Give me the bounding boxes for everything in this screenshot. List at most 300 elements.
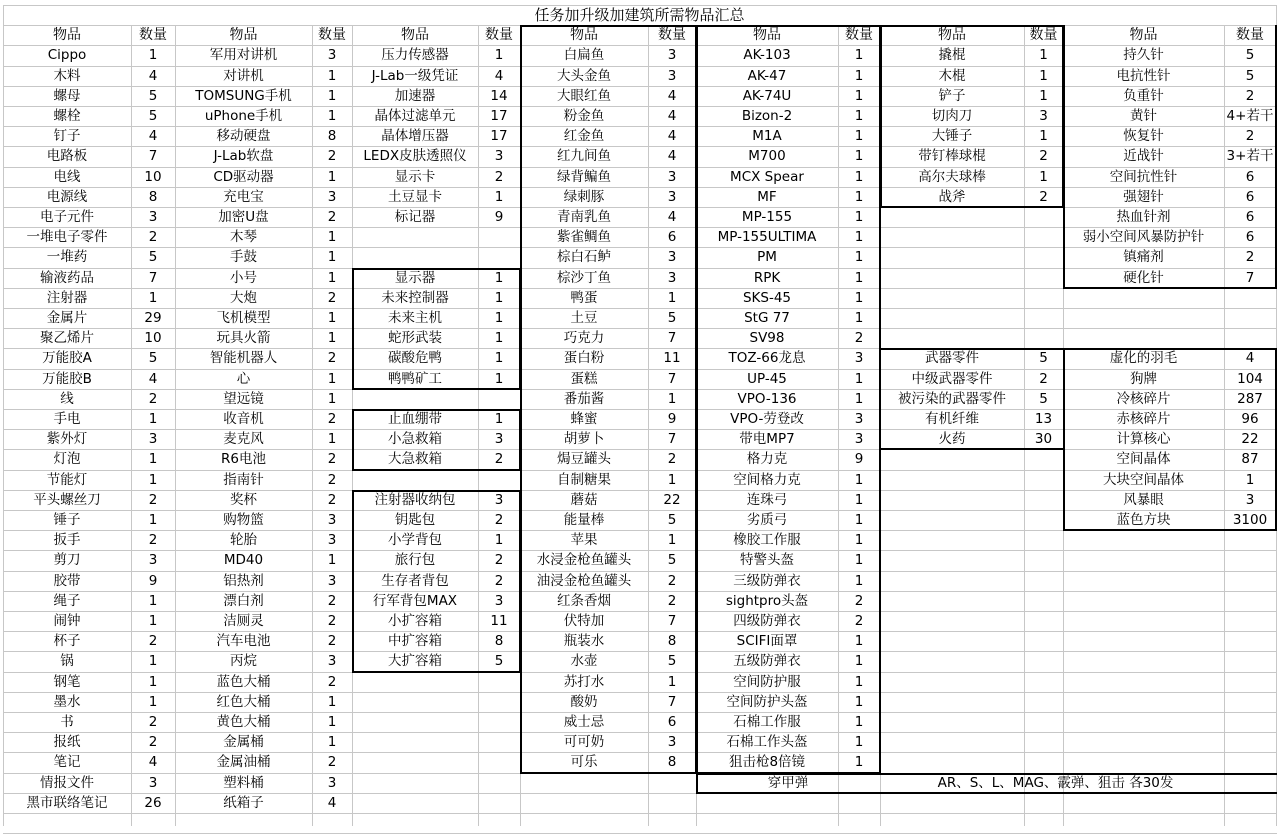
- col3-group4-item: 行军背包MAX: [372, 592, 458, 609]
- col2-qty: 3: [327, 532, 337, 549]
- col3-group2-item: 显示器: [394, 269, 436, 286]
- col5-item: MP-155: [741, 209, 793, 225]
- col3-group1-item: 压力传感器: [381, 47, 449, 64]
- col1-qty: 1: [148, 289, 158, 306]
- col5-qty: 1: [854, 653, 864, 670]
- col5-qty: 1: [854, 532, 864, 549]
- col3-group1-qty: 17: [490, 108, 508, 124]
- col2-qty: 1: [327, 87, 337, 104]
- col2-item: 洁厕灵: [223, 613, 264, 629]
- col4-item: 绿背鳊鱼: [557, 168, 611, 185]
- col2-item: 指南针: [223, 471, 264, 488]
- col1-qty: 1: [148, 613, 158, 629]
- col6-group2-item: 火药: [938, 431, 966, 448]
- col2-qty: 2: [327, 471, 337, 488]
- col2-item: 智能机器人: [209, 350, 278, 367]
- col5-qty: 3: [854, 350, 864, 367]
- col1-item: 锅: [60, 653, 74, 670]
- col7-group1-item: 空间抗性针: [1109, 168, 1178, 185]
- col5-qty: 1: [854, 552, 864, 569]
- col4-qty: 2: [667, 592, 677, 609]
- col5-item: 空间防护服: [733, 673, 801, 690]
- col2-item: 木琴: [230, 229, 257, 246]
- col4-qty: 22: [663, 491, 681, 508]
- col2-item: 加密U盘: [218, 209, 269, 225]
- group-border: [1063, 529, 1277, 531]
- col5-item: VPO-136: [737, 390, 797, 407]
- col3-group4-item: 大扩容箱: [388, 653, 442, 670]
- col7-group1-qty: 6: [1245, 188, 1255, 205]
- group-border: [696, 25, 881, 27]
- col2-qty: 3: [327, 188, 337, 205]
- col6-group2-qty: 30: [1034, 431, 1053, 448]
- col4-qty: 3: [667, 67, 677, 84]
- col4-item: 蘑菇: [570, 491, 598, 508]
- col3-group4-item: 注射器收纳包: [374, 491, 456, 508]
- col3-group1-qty: 14: [490, 87, 508, 104]
- col4-item: 焗豆罐头: [557, 451, 611, 468]
- col4-qty: 3: [667, 188, 677, 205]
- col2-item: 漂白剂: [223, 592, 264, 609]
- col2-qty: 1: [327, 108, 337, 124]
- col4-qty: 9: [667, 411, 677, 427]
- col7-group2-qty: 4: [1245, 350, 1255, 367]
- col5-item: M700: [748, 148, 786, 165]
- col2-item: 手鼓: [230, 249, 257, 266]
- col6-group1-qty: 1: [1039, 87, 1048, 104]
- col7-group1-item: 持久针: [1123, 47, 1164, 64]
- group-border: [880, 206, 1064, 208]
- col2-qty: 2: [327, 673, 337, 690]
- col2-item: 飞机模型: [216, 310, 271, 326]
- col3-group4-qty: 2: [494, 572, 504, 589]
- col1-item: 电子元件: [40, 209, 94, 225]
- col2-item: TOMSUNG手机: [195, 87, 292, 104]
- col7-group2-qty: 22: [1241, 431, 1259, 448]
- col7-group1-item: 镇痛剂: [1123, 249, 1164, 266]
- col7-group1-item: 恢复针: [1123, 128, 1164, 145]
- col7-group1-item: 负重针: [1123, 87, 1164, 104]
- header-item-7: 物品: [1129, 27, 1158, 44]
- col7-group1-qty: 4+若干: [1226, 108, 1274, 124]
- col7-group2-qty: 1: [1245, 471, 1255, 488]
- col6-group1-item: 撬棍: [938, 47, 966, 64]
- col5-qty: 1: [854, 188, 864, 205]
- col3-group4-item: 旅行包: [394, 552, 436, 569]
- col4-item: 自制糖果: [557, 471, 611, 488]
- col3-group4-item: 小扩容箱: [388, 613, 442, 629]
- col1-qty: 7: [148, 148, 158, 165]
- header-qty-3: 数量: [485, 27, 513, 44]
- col1-qty: 1: [148, 47, 158, 64]
- col3-group2-qty: 1: [494, 269, 504, 286]
- col2-item: 红色大桶: [216, 693, 271, 710]
- col5-qty: 2: [854, 613, 864, 629]
- col6-group1-item: 木棍: [938, 67, 966, 84]
- col3-group1-item: 晶体增压器: [381, 128, 449, 145]
- col5-item: TOZ-66龙息: [728, 350, 806, 367]
- group-border: [352, 268, 354, 389]
- col5-item: AK-103: [743, 47, 791, 64]
- col2-item: 充电宝: [223, 188, 264, 205]
- col4-item: 胡萝卜: [563, 431, 605, 448]
- col4-qty: 4: [667, 87, 677, 104]
- col5-item: MCX Spear: [730, 168, 804, 185]
- col2-qty: 4: [327, 794, 337, 811]
- col5-item: 狙击枪8倍镜: [728, 754, 806, 771]
- col4-item: 红金鱼: [563, 128, 605, 145]
- col2-qty: 1: [327, 168, 337, 185]
- col2-qty: 1: [327, 431, 337, 448]
- col4-item: 可可奶: [563, 734, 605, 751]
- col4-item: 可乐: [570, 754, 598, 771]
- col1-item: 一堆电子零件: [26, 229, 108, 246]
- col2-qty: 1: [327, 552, 337, 569]
- col3-group1-item: LEDX皮肤透照仪: [363, 148, 467, 165]
- header-item-1: 物品: [53, 27, 81, 44]
- col2-qty: 1: [327, 229, 337, 246]
- col6-group2-item: 中级武器零件: [911, 370, 993, 387]
- col1-item: 锤子: [53, 512, 81, 528]
- col7-group2-qty: 87: [1241, 451, 1259, 468]
- col5-item: 石棉工作头盔: [726, 734, 808, 751]
- ammo-border: [696, 773, 1277, 775]
- col4-item: 酸奶: [570, 693, 598, 710]
- col1-item: 螺母: [53, 87, 81, 104]
- header-item-6: 物品: [938, 27, 966, 44]
- col5-qty: 1: [854, 471, 864, 488]
- col4-qty: 4: [667, 108, 677, 124]
- col4-item: 水壶: [570, 653, 598, 670]
- col1-item: 电线: [53, 168, 81, 185]
- col2-qty: 3: [327, 47, 337, 64]
- col3-group1-item: 土豆显卡: [388, 188, 442, 205]
- col1-item: 电路板: [46, 148, 88, 165]
- col2-item: 心: [236, 370, 251, 387]
- col4-qty: 7: [667, 693, 677, 710]
- col4-qty: 4: [667, 209, 677, 225]
- col6-group1-qty: 3: [1039, 108, 1048, 124]
- col5-qty: 1: [854, 512, 864, 528]
- col6-group1-item: 带钉棒球棍: [918, 148, 986, 165]
- col2-item: 金属桶: [223, 734, 264, 751]
- col4-qty: 2: [667, 572, 677, 589]
- col1-item: 灯泡: [53, 451, 81, 468]
- col7-group1-item: 电抗性针: [1116, 67, 1171, 84]
- col2-item: 黄色大桶: [216, 714, 271, 730]
- col1-item: 黑市联络笔记: [26, 794, 108, 811]
- col2-qty: 2: [327, 148, 337, 165]
- col1-item: 杯子: [53, 633, 81, 650]
- ammo-border: [696, 773, 698, 793]
- col4-qty: 1: [667, 289, 677, 306]
- col3-group1-item: J-Lab一级凭证: [371, 67, 459, 84]
- col4-qty: 3: [667, 734, 677, 751]
- header-qty-6: 数量: [1029, 27, 1058, 44]
- col5-item: MP-155ULTIMA: [717, 229, 817, 246]
- col1-item: 钉子: [53, 128, 81, 145]
- col2-item: MD40: [223, 552, 264, 569]
- col3-group2-qty: 1: [494, 310, 504, 326]
- col1-qty: 3: [148, 774, 158, 791]
- col1-qty: 29: [144, 310, 162, 326]
- col6-group1-qty: 1: [1039, 47, 1048, 64]
- col3-group1-qty: 4: [494, 67, 504, 84]
- col1-item: Cippo: [47, 47, 87, 64]
- group-border: [352, 490, 354, 672]
- col2-item: 移动硬盘: [216, 128, 271, 145]
- header-item-2: 物品: [229, 27, 258, 44]
- col7-group1-qty: 6: [1245, 229, 1255, 246]
- group-border: [352, 671, 521, 673]
- col5-qty: 1: [854, 370, 864, 387]
- col4-item: 苏打水: [563, 673, 605, 690]
- col1-qty: 4: [148, 128, 158, 145]
- col2-qty: 3: [327, 512, 337, 528]
- col5-item: AK-47: [747, 67, 787, 84]
- col4-item: 土豆: [570, 310, 598, 326]
- col7-group2-item: 风暴眼: [1123, 491, 1164, 508]
- col2-qty: 2: [327, 754, 337, 771]
- col5-item: sightpro头盔: [725, 592, 809, 609]
- col2-qty: 3: [327, 572, 337, 589]
- col4-item: 蛋白粉: [563, 350, 605, 367]
- col6-group2-qty: 5: [1039, 390, 1048, 407]
- col7-group1-qty: 6: [1245, 209, 1255, 225]
- col1-item: 钢笔: [53, 673, 81, 690]
- sheet-title: 任务加升级加建筑所需物品汇总: [534, 6, 745, 24]
- col4-item: 蜂蜜: [570, 411, 598, 427]
- col4-item: 棕白石鲈: [557, 249, 611, 266]
- col4-qty: 5: [667, 552, 677, 569]
- col3-group4-qty: 2: [494, 552, 504, 569]
- col2-item: 大炮: [230, 289, 257, 306]
- col1-qty: 8: [148, 188, 158, 205]
- col4-qty: 1: [667, 390, 677, 407]
- col7-group1-qty: 6: [1245, 168, 1255, 185]
- col4-qty: 8: [667, 754, 677, 771]
- col1-qty: 1: [148, 653, 158, 670]
- header-qty-7: 数量: [1236, 27, 1264, 44]
- col2-qty: 2: [327, 209, 337, 225]
- col3-group2-item: 蛇形武装: [388, 330, 442, 347]
- ammo-border: [696, 792, 1277, 794]
- col4-item: 能量棒: [563, 512, 605, 528]
- col2-qty: 1: [327, 693, 337, 710]
- col3-group1-item: 加速器: [394, 87, 436, 104]
- group-border: [880, 448, 1064, 450]
- col3-group2-qty: 1: [494, 350, 504, 367]
- col4-item: 大眼红鱼: [557, 87, 611, 104]
- col2-item: 塑料桶: [223, 774, 264, 791]
- col5-qty: 1: [854, 67, 864, 84]
- col7-group1-item: 弱小空间风暴防护针: [1082, 229, 1205, 246]
- col4-qty: 3: [667, 269, 677, 286]
- col3-group1-item: 标记器: [394, 209, 436, 225]
- col3-group1-qty: 9: [494, 209, 504, 225]
- col6-group1-qty: 1: [1039, 128, 1048, 145]
- col3-group4-qty: 3: [494, 592, 504, 609]
- col6-group1-qty: 2: [1039, 188, 1048, 205]
- col5-item: MF: [757, 188, 777, 205]
- col1-qty: 2: [148, 532, 158, 549]
- col1-qty: 4: [148, 67, 158, 84]
- header-qty-1: 数量: [139, 27, 167, 44]
- col1-qty: 7: [148, 269, 158, 286]
- group-border: [1275, 348, 1277, 530]
- col4-item: 红九间鱼: [557, 148, 611, 165]
- col5-qty: 1: [854, 310, 864, 326]
- col4-item: 粉金鱼: [563, 108, 605, 124]
- col2-qty: 2: [327, 451, 337, 468]
- col4-qty: 7: [667, 431, 677, 448]
- col4-qty: 1: [667, 532, 677, 549]
- col2-qty: 1: [327, 269, 337, 286]
- col6-group2-item: 有机纤维: [925, 411, 979, 427]
- col4-item: 绿刺豚: [563, 188, 605, 205]
- col2-qty: 3: [327, 774, 337, 791]
- col3-group2-qty: 1: [494, 330, 504, 347]
- col1-item: 万能胶A: [42, 350, 92, 367]
- col2-item: R6电池: [221, 451, 266, 468]
- col5-item: 空间防护头盔: [726, 693, 808, 710]
- col1-qty: 1: [148, 471, 158, 488]
- col4-item: 紫雀鲷鱼: [557, 229, 611, 246]
- col3-group1-qty: 3: [494, 148, 504, 165]
- col4-item: 瓶装水: [563, 633, 605, 650]
- col7-group2-qty: 287: [1237, 390, 1263, 407]
- col3-group2-item: 鸭鸭矿工: [388, 370, 442, 387]
- col2-item: 望远镜: [223, 390, 264, 407]
- col3-group3-qty: 3: [494, 431, 504, 448]
- col2-item: 蓝色大桶: [216, 673, 271, 690]
- col3-group2-item: 未来主机: [388, 310, 442, 326]
- col5-qty: 3: [854, 411, 864, 427]
- col1-item: 线: [60, 390, 74, 407]
- col3-group2-qty: 1: [494, 289, 504, 306]
- col7-group1-item: 热血针剂: [1116, 209, 1171, 225]
- col3-group1-item: 晶体过滤单元: [374, 108, 456, 124]
- col5-item: SCIFI面罩: [736, 633, 798, 650]
- col3-group4-qty: 2: [494, 512, 504, 528]
- col5-qty: 2: [854, 592, 864, 609]
- group-border: [352, 409, 354, 470]
- col1-qty: 5: [148, 87, 158, 104]
- col3-group2-qty: 1: [494, 370, 504, 387]
- col7-group2-qty: 104: [1237, 370, 1263, 387]
- col2-qty: 2: [327, 350, 337, 367]
- col2-item: 购物篮: [223, 512, 264, 528]
- col2-qty: 2: [327, 613, 337, 629]
- col1-qty: 10: [144, 330, 162, 347]
- group-border: [352, 268, 521, 270]
- col6-group1-item: 切肉刀: [931, 108, 973, 124]
- col5-item: 橡胶工作服: [733, 532, 801, 549]
- col4-item: 白扁鱼: [563, 47, 605, 64]
- col7-group2-item: 蓝色方块: [1116, 512, 1171, 528]
- col5-item: RPK: [753, 269, 781, 286]
- col7-group2-item: 虚化的羽毛: [1109, 350, 1178, 367]
- col1-qty: 26: [144, 794, 162, 811]
- col1-item: 万能胶B: [42, 370, 92, 387]
- col4-qty: 7: [667, 370, 677, 387]
- col1-qty: 2: [148, 714, 158, 730]
- ammo-value: AR、S、L、MAG、霰弹、狙击 各30发: [937, 774, 1174, 791]
- col5-item: VPO-劳登改: [730, 411, 804, 427]
- col2-item: 收音机: [223, 411, 264, 427]
- col4-item: 大头金鱼: [557, 67, 611, 84]
- col2-qty: 2: [327, 592, 337, 609]
- col1-qty: 3: [148, 552, 158, 569]
- col4-qty: 11: [663, 350, 681, 367]
- col5-qty: 1: [854, 491, 864, 508]
- col2-qty: 1: [327, 370, 337, 387]
- col4-item: 红条香烟: [557, 592, 611, 609]
- col5-qty: 1: [854, 108, 864, 124]
- col3-group1-qty: 1: [494, 47, 504, 64]
- col3-group1-item: 显示卡: [394, 168, 436, 185]
- col7-group2-item: 冷核碎片: [1116, 390, 1171, 407]
- ammo-label: 穿甲弹: [767, 774, 809, 791]
- col4-qty: 7: [667, 330, 677, 347]
- col5-item: 特警头盔: [740, 552, 794, 569]
- col1-item: 一堆药: [46, 249, 88, 266]
- col5-item: Bizon-2: [741, 108, 793, 124]
- col2-qty: 2: [327, 633, 337, 650]
- col5-qty: 1: [854, 734, 864, 751]
- col3-group4-item: 生存者背包: [381, 572, 449, 589]
- col4-qty: 8: [667, 633, 677, 650]
- header-item-4: 物品: [570, 27, 598, 44]
- col1-item: 紫外灯: [46, 431, 88, 448]
- col4-qty: 5: [667, 653, 677, 670]
- col5-qty: 1: [854, 390, 864, 407]
- group-border: [1275, 25, 1277, 288]
- col7-group1-item: 黄针: [1130, 108, 1157, 124]
- group-border: [520, 772, 697, 774]
- col5-qty: 1: [854, 693, 864, 710]
- col4-item: 蛋糕: [570, 370, 598, 387]
- col7-group1-qty: 2: [1245, 87, 1255, 104]
- col5-qty: 1: [854, 289, 864, 306]
- col2-qty: 1: [327, 67, 337, 84]
- col7-group1-qty: 3+若干: [1226, 148, 1274, 165]
- col1-qty: 5: [148, 350, 158, 367]
- group-border: [520, 25, 522, 772]
- col2-item: 玩具火箭: [216, 330, 271, 347]
- col2-item: 丙烷: [230, 653, 257, 670]
- col3-group2-item: 未来控制器: [381, 289, 449, 306]
- col5-qty: 3: [854, 431, 864, 448]
- col1-qty: 1: [148, 673, 158, 690]
- col5-item: SV98: [749, 330, 785, 347]
- col4-qty: 1: [667, 673, 677, 690]
- col3-group4-qty: 1: [494, 532, 504, 549]
- col1-item: 笔记: [53, 754, 81, 771]
- col2-qty: 1: [327, 714, 337, 730]
- col7-group1-qty: 5: [1245, 47, 1255, 64]
- col2-qty: 1: [327, 310, 337, 326]
- col6-group2-qty: 13: [1034, 411, 1053, 427]
- col6-group1-qty: 2: [1039, 148, 1048, 165]
- col4-qty: 6: [667, 714, 677, 730]
- col5-qty: 1: [854, 229, 864, 246]
- col1-item: 聚乙烯片: [40, 330, 94, 347]
- col1-qty: 1: [148, 411, 158, 427]
- col1-item: 电源线: [46, 188, 88, 205]
- col4-item: 巧克力: [563, 330, 605, 347]
- col2-item: CD驱动器: [213, 168, 274, 185]
